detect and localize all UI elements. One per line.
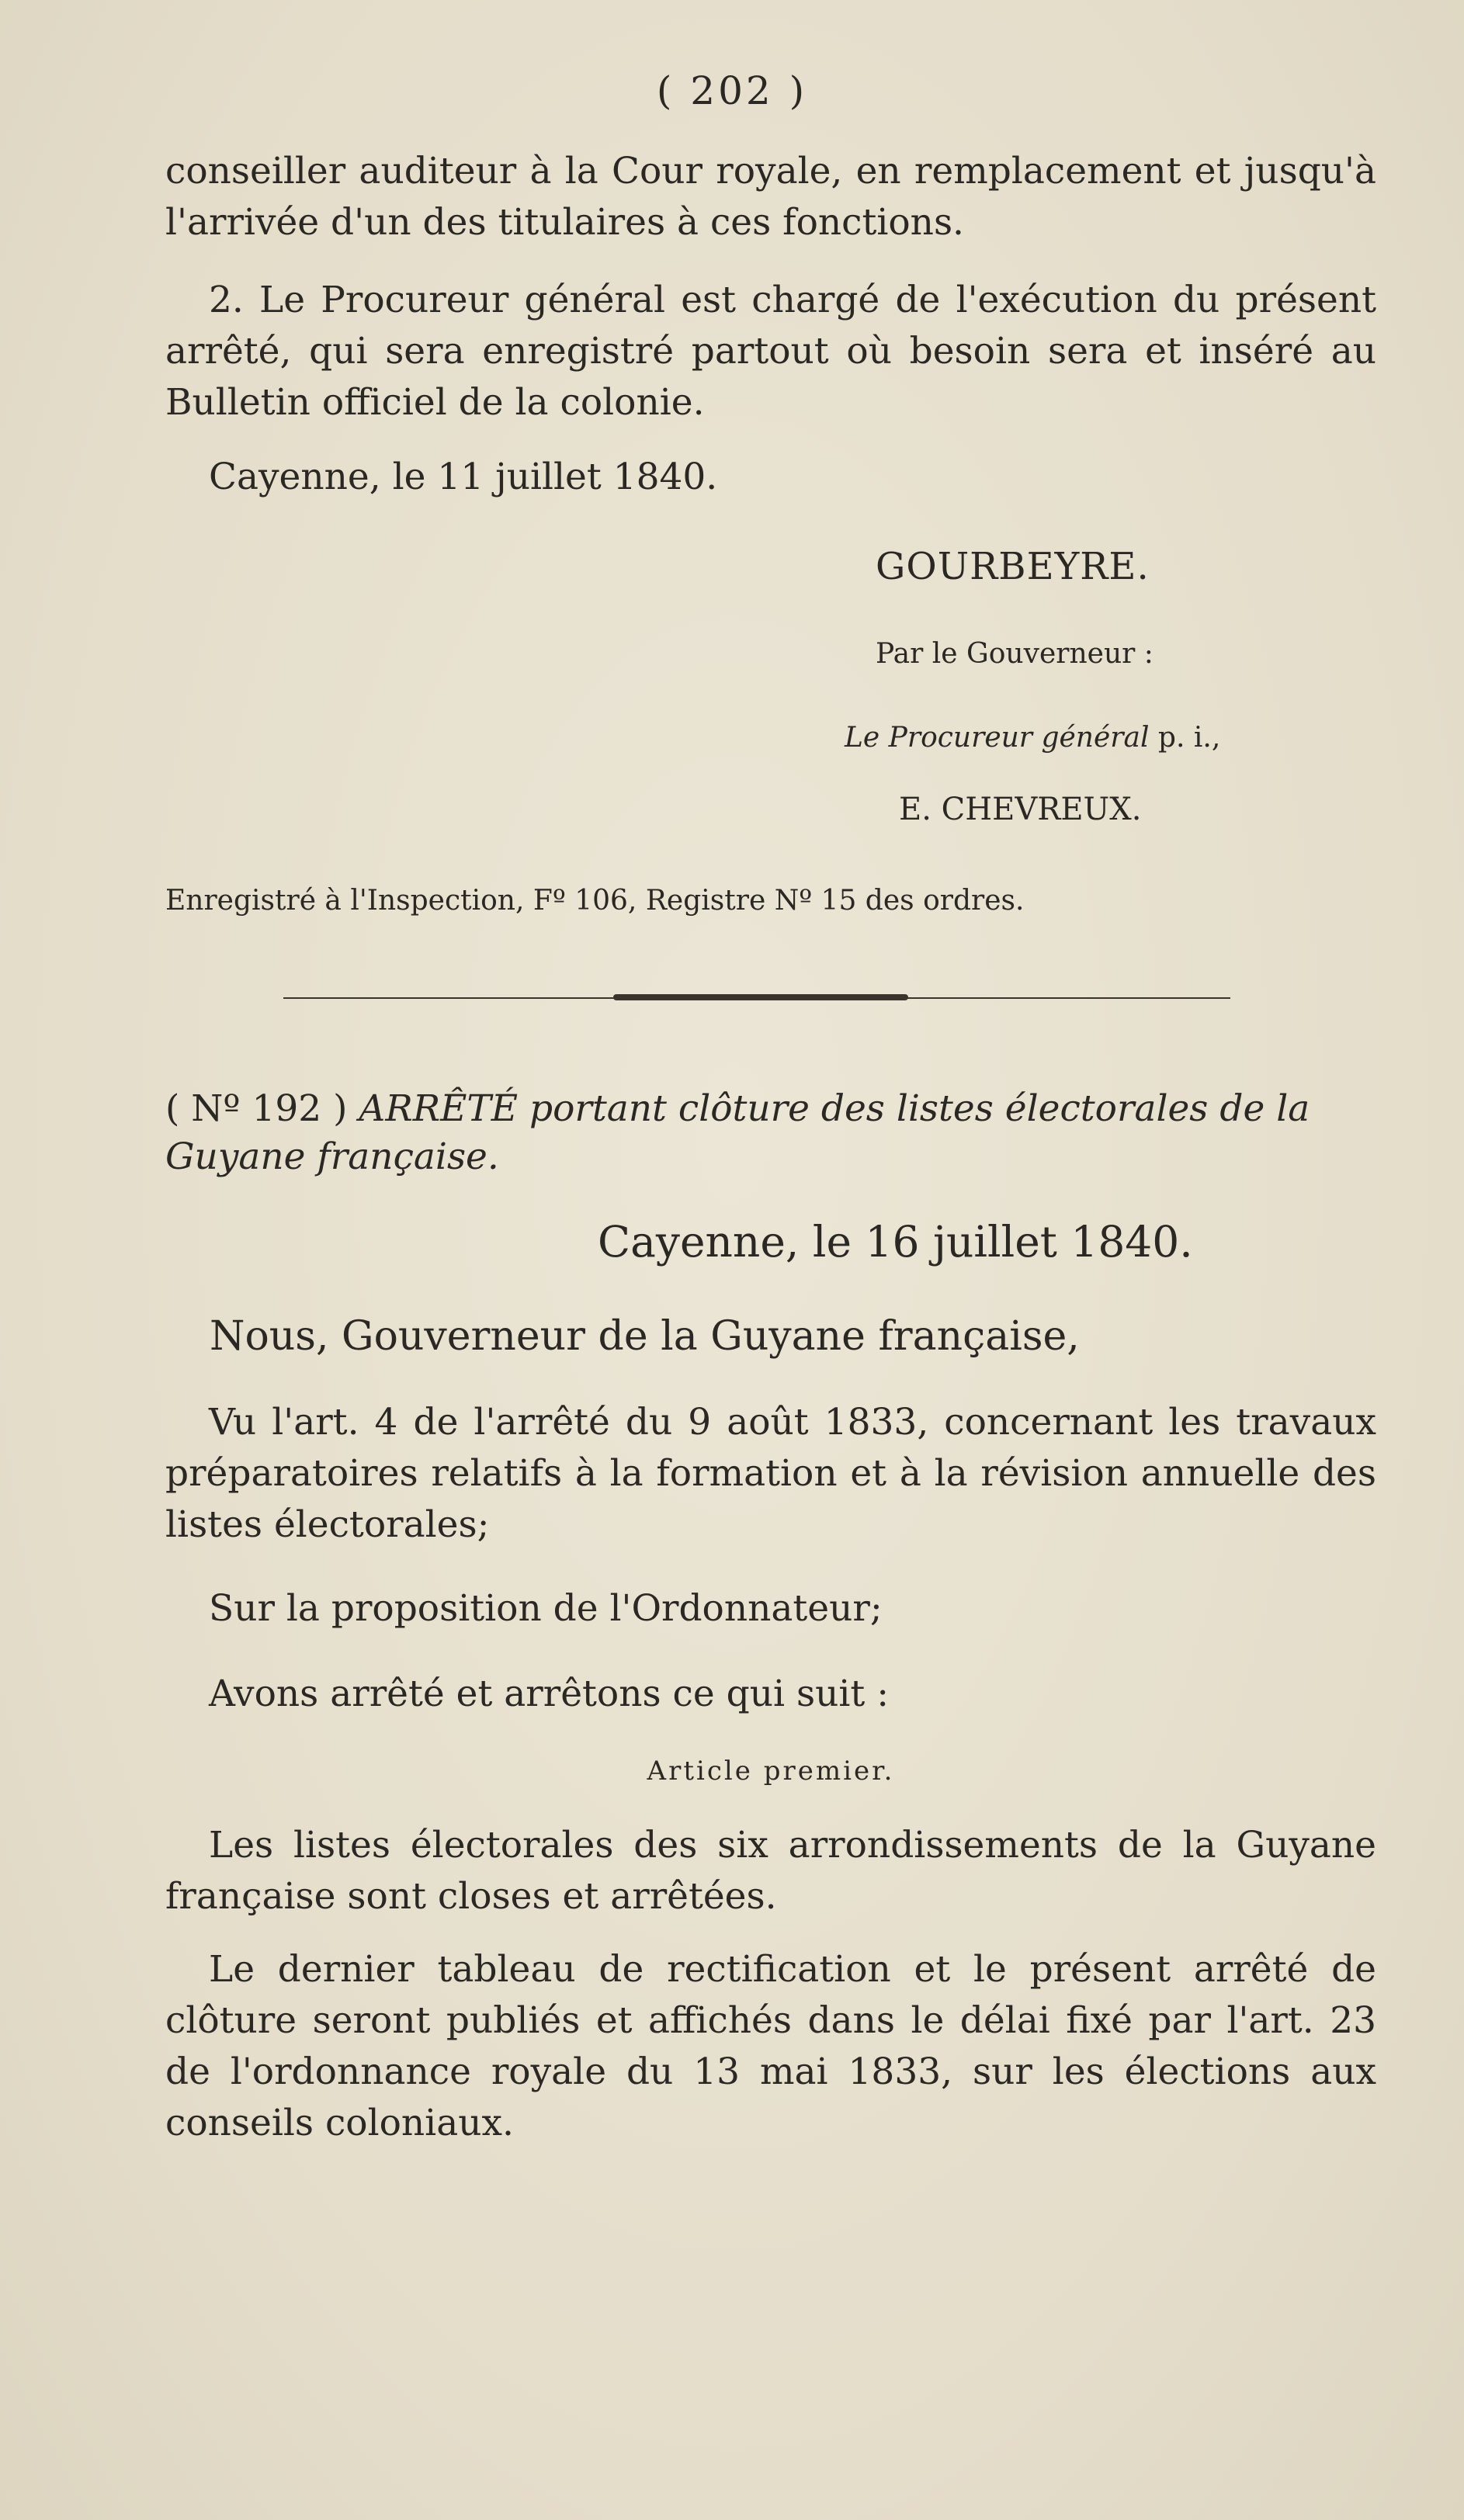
article-1-paragraph: Les listes électorales des six arrondissements de la Guyane française sont closes et arrêtées. — [165, 1824, 1376, 1918]
signature-role-italic: Le Procureur général — [845, 722, 1150, 754]
intro-paragraph: conseiller auditeur à la Cour royale, en remplacement et jusqu'à l'arrivée d'un des titulaires à ces fonctions. — [165, 150, 1376, 244]
signature-procureur: E. CHEVREUX. — [899, 792, 1142, 827]
decree-vu-paragraph: Vu l'art. 4 de l'arrêté du 9 août 1833, concernant les travaux préparatoires relatifs à la formation et à la révision annuelle des listes électorales; — [165, 1401, 1376, 1546]
article-2-paragraph: 2. Le Procureur général est chargé de l'exécution du présent arrêté, qui sera enregistré partout où besoin sera et inséré au Bulletin officiel de la colonie. — [165, 279, 1376, 424]
article-heading: Article premier. — [647, 1756, 895, 1787]
decree-number: ( Nº 192 ) — [165, 1087, 348, 1130]
signature-role-suffix: p. i., — [1149, 722, 1221, 754]
signature-role — [845, 722, 1220, 754]
signature-governor: GOURBEYRE. — [876, 545, 1150, 588]
decree-title: ARRÊTÉ portant clôture des listes électorales de la Guyane française. — [165, 1087, 1310, 1178]
decree-heading — [165, 1085, 1376, 1181]
page-number: ( 202 ) — [656, 68, 808, 113]
registration-note: Enregistré à l'Inspection, Fº 106, Registre Nº 15 des ordres. — [165, 885, 1025, 917]
decree-avons-paragraph: Avons arrêté et arrêtons ce qui suit : — [209, 1672, 890, 1715]
decree-sur-paragraph: Sur la proposition de l'Ordonnateur; — [209, 1587, 883, 1630]
place-date-1: Cayenne, le 11 juillet 1840. — [209, 456, 718, 498]
decree-date: Cayenne, le 16 juillet 1840. — [598, 1217, 1193, 1267]
decree-preamble: Nous, Gouverneur de la Guyane française, — [210, 1313, 1080, 1360]
article-1b-paragraph: Le dernier tableau de rectification et le présent arrêté de clôture seront publiés et affichés dans le délai fixé par l'art. 23 de l'ordonnance royale du 13 mai 1833, sur les élections aux conseils coloniaux. — [165, 1948, 1376, 2144]
signature-by-line: Par le Gouverneur : — [876, 638, 1154, 670]
section-divider-center — [613, 994, 908, 1000]
